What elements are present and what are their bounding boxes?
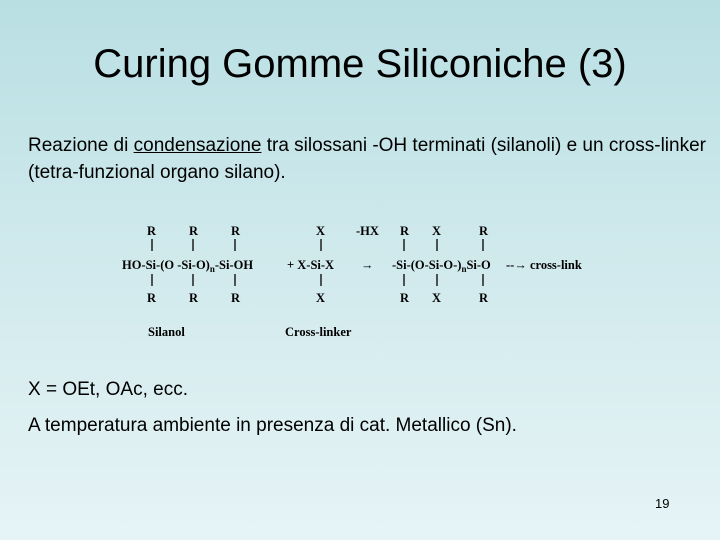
silanol-bottom-r3: R — [231, 291, 241, 305]
product-top-r: R — [400, 224, 410, 238]
crosslink-arrow: --→ cross-link — [506, 258, 582, 272]
product-bottom-r2: R — [479, 291, 489, 305]
silanol-formula: HO-Si-(O $-Si-O)_n-Si-OH$ — [122, 258, 254, 274]
reaction-scheme — [118, 218, 608, 346]
intro-suffix: tra silossani -OH terminati (silanoli) e un cross-linker (tetra-funzional organo silano). — [28, 135, 706, 183]
silanol-top-r1: R — [147, 224, 157, 238]
note-conditions: A temperatura ambiente in presenza di cat. Metallico (Sn). — [28, 415, 517, 436]
lower-bonds — [152, 274, 483, 286]
crosslinker-top-x: X — [316, 224, 326, 238]
product-bottom-x: X — [432, 291, 442, 305]
silanol-bottom-r1: R — [147, 291, 157, 305]
product-top-x: X — [432, 224, 442, 238]
slide-title: Curing Gomme Siliconiche (3) — [93, 42, 627, 86]
note-substituents: X = OEt, OAc, ecc. — [28, 379, 188, 400]
product-bottom-r: R — [400, 291, 410, 305]
product-top-r2: R — [479, 224, 489, 238]
reaction-arrow: → — [361, 258, 374, 272]
silanol-bottom-r2: R — [189, 291, 199, 305]
page-number: 19 — [655, 496, 670, 511]
leaving-group: -HX — [356, 224, 379, 238]
crosslinker-formula: + X-Si-X — [287, 258, 335, 272]
crosslinker-bottom-x: X — [316, 291, 326, 305]
intro-underlined-term: condensazione — [133, 135, 262, 156]
label-silanol: Silanol — [148, 325, 185, 339]
product-formula: $-Si-(O-Si-O-)_nSi-O$ — [392, 258, 491, 274]
label-crosslinker: Cross-linker — [285, 325, 352, 339]
intro-prefix: Reazione di — [28, 135, 134, 156]
intro-paragraph — [28, 132, 708, 186]
silanol-top-r3: R — [231, 224, 241, 238]
upper-bonds — [152, 239, 483, 251]
reaction-scheme-svg — [118, 218, 608, 346]
notes — [28, 372, 708, 444]
silanol-top-r2: R — [189, 224, 199, 238]
